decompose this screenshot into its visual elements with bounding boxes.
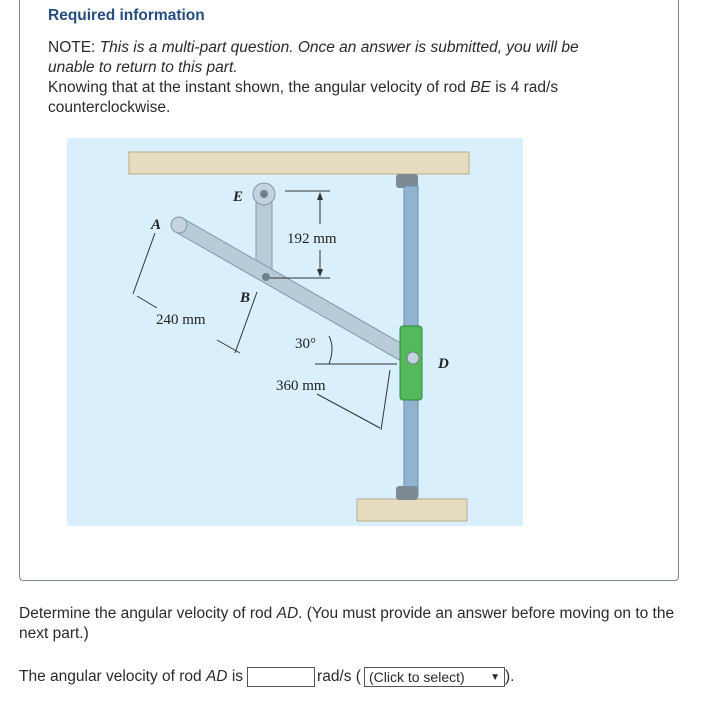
floor-support bbox=[357, 499, 467, 521]
question-post: . (You must provide an answer before moving on to the next part.) bbox=[19, 605, 675, 642]
note-text bbox=[48, 38, 628, 118]
ceiling-support bbox=[129, 152, 469, 174]
direction-select-value: (Click to select) bbox=[368, 669, 465, 685]
dim-240-line-right bbox=[217, 340, 240, 353]
closing-paren: ). bbox=[504, 668, 515, 685]
statement-post: is 4 rad/s counterclockwise. bbox=[48, 79, 559, 116]
mechanism-diagram bbox=[67, 138, 523, 526]
pin-d bbox=[407, 352, 419, 364]
dim-360-line bbox=[317, 394, 380, 428]
label-angle: 30° bbox=[295, 336, 316, 352]
chevron-down-icon: ▼ bbox=[490, 671, 500, 683]
question-pre: Determine the angular velocity of rod bbox=[19, 605, 277, 622]
question-text bbox=[19, 604, 699, 644]
dim-360-ext bbox=[381, 370, 390, 430]
label-360mm: 360 mm bbox=[276, 378, 326, 394]
unit-label: rad/s ( bbox=[317, 668, 361, 685]
label-e: E bbox=[233, 189, 244, 205]
mechanism-figure bbox=[67, 138, 523, 526]
angular-velocity-input[interactable] bbox=[247, 667, 315, 687]
answer-row bbox=[19, 666, 514, 688]
question-rod: AD bbox=[276, 605, 299, 622]
statement-pre: Knowing that at the instant shown, the angular velocity of rod bbox=[48, 79, 471, 96]
angle-arc bbox=[329, 336, 332, 364]
answer-label-post: is bbox=[231, 668, 244, 685]
note-body: This is a multi-part question. Once an answer is submitted, you will be unable to return to this part. bbox=[48, 39, 579, 76]
label-a: A bbox=[151, 217, 162, 233]
answer-label-pre: The angular velocity of rod bbox=[19, 668, 202, 685]
label-d: D bbox=[438, 356, 449, 372]
dim-240-ext-a bbox=[133, 233, 155, 294]
dim-192-arrow-bottom bbox=[317, 269, 323, 277]
pin-e bbox=[260, 190, 268, 198]
label-192mm: 192 mm bbox=[287, 231, 337, 247]
required-info-title: Required information bbox=[48, 7, 205, 24]
answer-label-rod: AD bbox=[205, 668, 228, 685]
direction-select[interactable] bbox=[364, 667, 505, 687]
dim-192-arrow-top bbox=[317, 192, 323, 200]
statement-rod: BE bbox=[470, 79, 491, 96]
rod-ad-end-a bbox=[171, 217, 187, 233]
bottom-mount bbox=[396, 486, 418, 500]
label-b: B bbox=[240, 290, 251, 306]
dim-240-line-left bbox=[137, 296, 157, 308]
pin-b bbox=[262, 273, 270, 281]
note-label: NOTE: bbox=[48, 39, 96, 56]
label-240mm: 240 mm bbox=[156, 312, 206, 328]
